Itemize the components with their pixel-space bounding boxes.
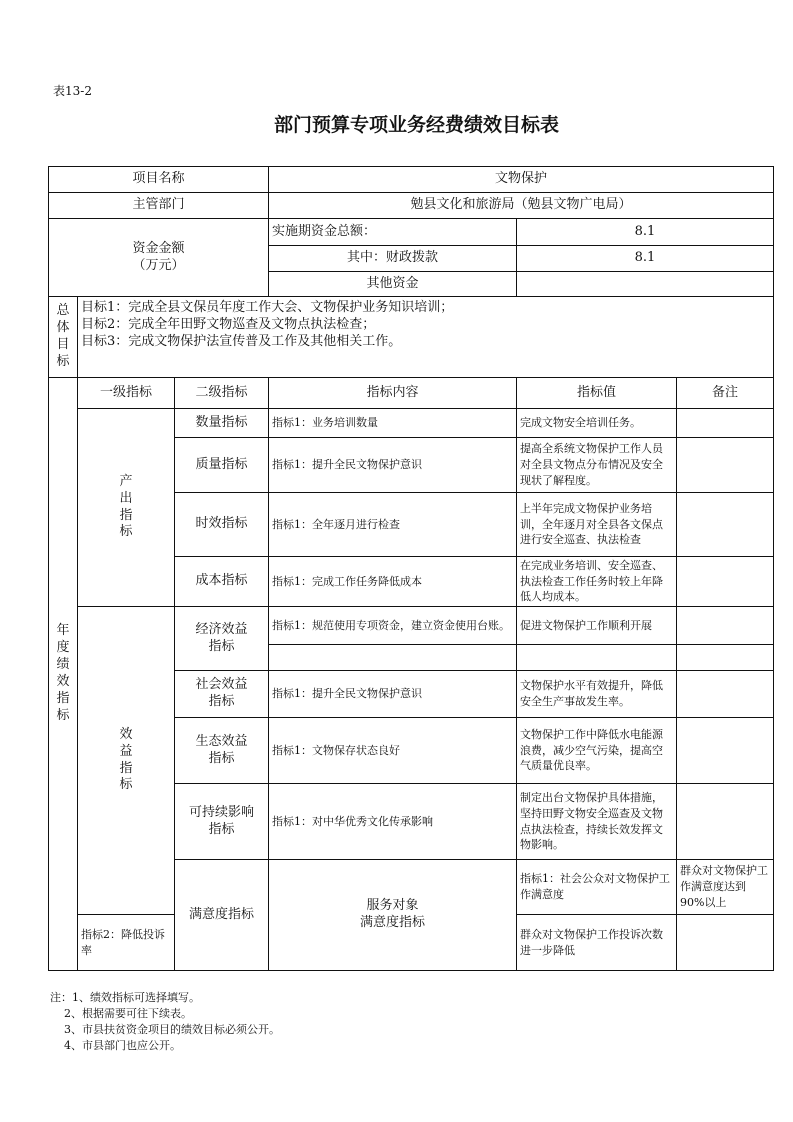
remark-cell <box>677 493 774 557</box>
dept-label: 主管部门 <box>49 193 269 219</box>
dept-value: 勉县文化和旅游局（勉县文物广电局） <box>269 193 774 219</box>
remark-cell <box>677 409 774 438</box>
note-item: 2、根据需要可往下续表。 <box>50 1006 192 1020</box>
table-number: 表13-2 <box>53 84 92 98</box>
value-cell: 完成文物安全培训任务。 <box>517 409 677 438</box>
notes <box>50 990 280 1054</box>
content-cell: 指标1：完成工作任务降低成本 <box>269 557 517 607</box>
level2-cell <box>175 671 269 718</box>
level2-cell <box>175 784 269 860</box>
total-funds-label: 实施期资金总额： <box>269 219 517 246</box>
total-funds-value: 8.1 <box>517 219 774 246</box>
value-cell: 文物保护水平有效提升，降低安全生产事故发生率。 <box>517 671 677 718</box>
goal-item: 目标3：完成文物保护法宣传普及工作及其他相关工作。 <box>81 333 402 349</box>
value-cell: 群众对文物保护工作投诉次数进一步降低 <box>517 915 677 971</box>
label-char: 益 <box>119 743 133 759</box>
label-char: 绩 <box>56 657 70 673</box>
content-cell: 指标1：提升全民文物保护意识 <box>269 671 517 718</box>
remark-cell <box>677 784 774 860</box>
funds-label-line1: 资金金额 <box>132 240 185 256</box>
content-cell: 指标1：文物保存状态良好 <box>269 718 517 784</box>
level2-cell: 时效指标 <box>175 493 269 557</box>
remark-cell <box>677 718 774 784</box>
remark-cell <box>677 645 774 671</box>
table-row <box>49 607 774 645</box>
note-item: 4、市县部门也应公开。 <box>50 1038 181 1052</box>
level2-line: 可持续影响 <box>188 804 254 820</box>
level2-line: 满意度指标 <box>359 915 425 930</box>
content-cell: 指标1：提升全民文物保护意识 <box>269 438 517 493</box>
content-cell: 指标1：对中华优秀文化传承影响 <box>269 784 517 860</box>
value-cell: 文物保护工作中降低水电能源浪费，减少空气污染，提高空气质量优良率。 <box>517 718 677 784</box>
header-remark: 备注 <box>677 378 774 409</box>
label-char: 目 <box>56 337 70 352</box>
level2-line: 经济效益 <box>195 621 248 637</box>
table-row <box>49 409 774 438</box>
dept-row <box>49 193 774 219</box>
level2-cell: 数量指标 <box>175 409 269 438</box>
header-content: 指标内容 <box>269 378 517 409</box>
label-char: 指 <box>119 760 133 776</box>
header-value: 指标值 <box>517 378 677 409</box>
indicator-header-row <box>49 378 774 409</box>
content-cell: 指标2：降低投诉率 <box>78 915 175 971</box>
note-item: 注：1、绩效指标可选择填写。 <box>50 991 200 1004</box>
label-char: 标 <box>56 707 70 723</box>
satisfaction-indicator-label: 满意度指标 <box>175 860 269 971</box>
label-char: 效 <box>56 674 70 689</box>
project-name-label: 项目名称 <box>49 167 269 193</box>
label-char: 总 <box>56 303 70 319</box>
label-char: 指 <box>56 690 70 706</box>
output-indicator-label <box>78 409 175 607</box>
label-char: 产 <box>119 473 133 489</box>
goal-item: 目标1：完成全县文保员年度工作大会、文物保护业务知识培训； <box>81 300 454 315</box>
page-title: 部门预算专项业务经费绩效目标表 <box>273 114 559 136</box>
label-char: 年 <box>56 623 70 639</box>
value-cell: 群众对文物保护工作满意度达到90%以上 <box>677 860 774 915</box>
level2-line: 指标 <box>208 694 235 709</box>
label-char: 标 <box>56 353 70 369</box>
value-cell: 上半年完成文物保护业务培训，全年逐月对全县各文保点进行安全巡查、执法检查 <box>517 493 677 557</box>
content-cell: 指标1：社会公众对文物保护工作满意度 <box>517 860 677 915</box>
label-char: 度 <box>56 640 70 656</box>
performance-goal-table <box>48 166 774 971</box>
header-level2: 二级指标 <box>175 378 269 409</box>
remark-cell <box>677 671 774 718</box>
overall-goal-text <box>78 297 774 378</box>
annual-indicator-label <box>49 378 78 971</box>
content-cell: 指标1：规范使用专项资金，建立资金使用台账。 <box>269 607 517 645</box>
overall-goal-label <box>49 297 78 378</box>
label-char: 体 <box>56 320 70 336</box>
benefit-indicator-label <box>78 607 175 915</box>
value-cell: 促进文物保护工作顺利开展 <box>517 607 677 645</box>
content-cell: 指标1：业务培训数量 <box>269 409 517 438</box>
overall-goal-row <box>49 297 774 378</box>
fiscal-label: 其中：财政拨款 <box>269 246 517 272</box>
other-funds-label: 其他资金 <box>269 272 517 297</box>
project-name-row <box>49 167 774 193</box>
note-item: 3、市县扶贫资金项目的绩效目标必须公开。 <box>50 1022 280 1036</box>
level2-line: 指标 <box>208 821 235 837</box>
level2-cell: 质量指标 <box>175 438 269 493</box>
value-cell: 在完成业务培训、安全巡查、执法检查工作任务时较上年降低人均成本。 <box>517 557 677 607</box>
level2-line: 生态效益 <box>195 733 248 749</box>
remark-cell <box>677 915 774 971</box>
remark-cell <box>677 557 774 607</box>
value-cell: 制定出台文物保护具体措施，坚持田野文物安全巡查及文物点执法检查，持续长效发挥文物影响。 <box>517 784 677 860</box>
fiscal-value: 8.1 <box>517 246 774 272</box>
remark-cell <box>677 607 774 645</box>
label-char: 标 <box>119 524 133 540</box>
content-cell: 指标1：全年逐月进行检查 <box>269 493 517 557</box>
level2-cell <box>175 607 269 671</box>
level2-line: 指标 <box>208 750 235 766</box>
content-cell <box>269 645 517 671</box>
level2-cell <box>175 718 269 784</box>
funds-label-line2: （万元） <box>132 257 185 273</box>
level2-line: 指标 <box>208 638 235 654</box>
label-char: 出 <box>119 490 133 506</box>
level2-cell: 成本指标 <box>175 557 269 607</box>
value-cell: 提高全系统文物保护工作人员对全县文物点分布情况及安全现状了解程度。 <box>517 438 677 493</box>
remark-cell <box>677 438 774 493</box>
funds-total-row <box>49 219 774 246</box>
header-level1: 一级指标 <box>78 378 175 409</box>
goal-item: 目标2：完成全年田野文物巡查及文物点执法检查； <box>81 316 376 332</box>
label-char: 标 <box>119 777 133 793</box>
funds-label <box>49 219 269 297</box>
level2-line: 社会效益 <box>195 677 248 693</box>
label-char: 指 <box>119 507 133 523</box>
level2-line: 服务对象 <box>366 898 419 914</box>
level2-cell <box>269 860 517 971</box>
label-char: 效 <box>119 726 133 742</box>
other-funds-value <box>517 272 774 297</box>
value-cell <box>517 645 677 671</box>
project-name-value: 文物保护 <box>269 167 774 193</box>
